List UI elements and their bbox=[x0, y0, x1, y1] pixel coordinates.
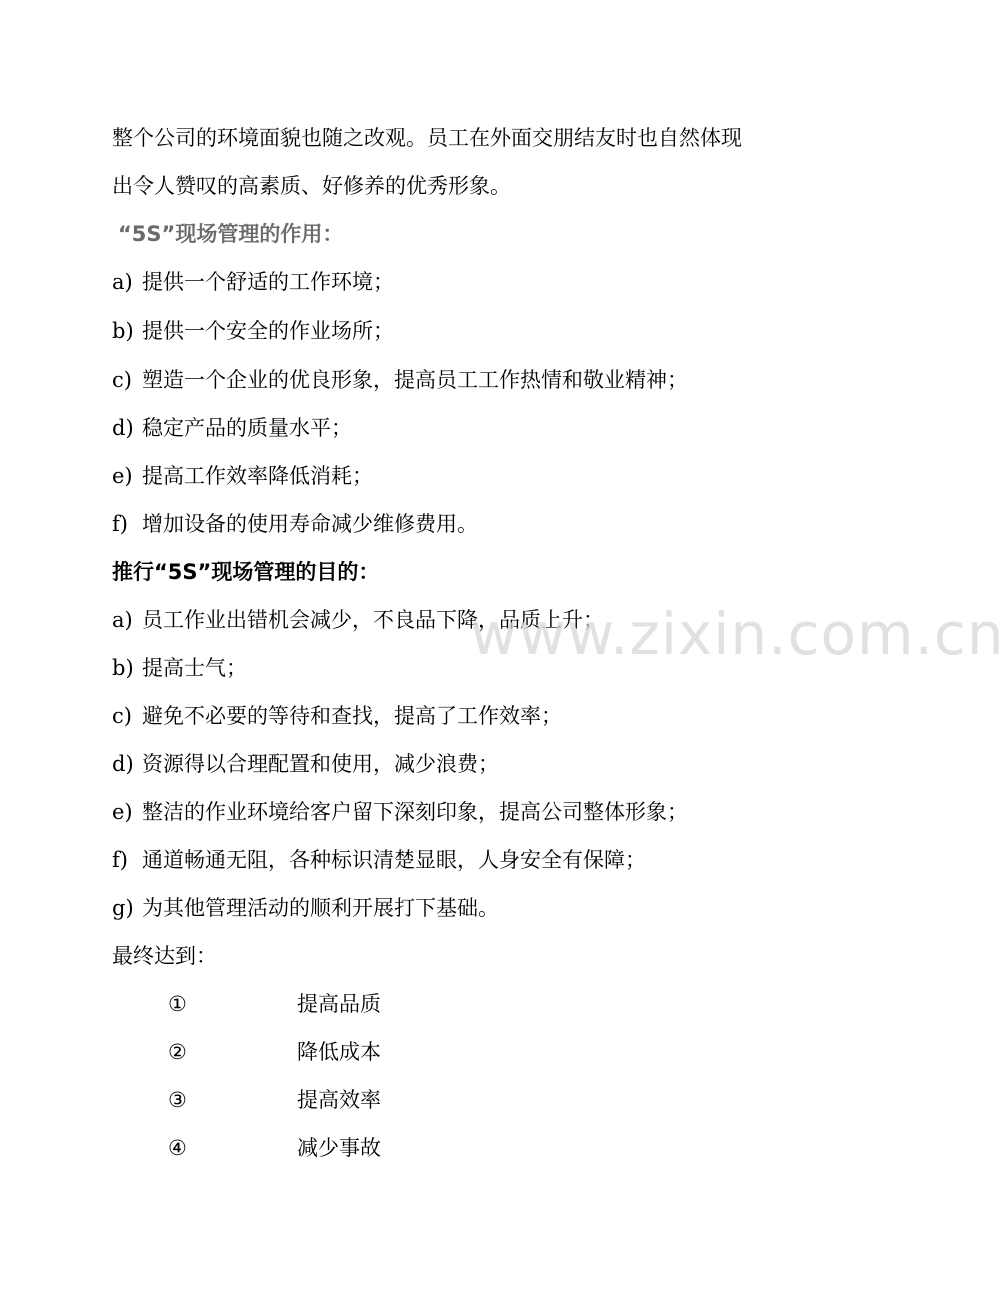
list-item-text: 通道畅通无阻，各种标识清楚显眼，人身安全有保障； bbox=[142, 848, 646, 872]
final-label: 最终达到： bbox=[112, 944, 217, 968]
list-marker: e) bbox=[112, 464, 133, 488]
goal-number: ③ bbox=[168, 1088, 187, 1112]
list-marker: d) bbox=[112, 416, 134, 440]
list-item-text: 增加设备的使用寿命减少维修费用。 bbox=[142, 512, 478, 536]
list-item bbox=[112, 268, 394, 296]
list-item bbox=[112, 798, 688, 826]
goal-text: 提高效率 bbox=[297, 1088, 381, 1112]
goal-item bbox=[0, 1086, 920, 1114]
goal-item bbox=[0, 990, 920, 1018]
list-marker: d) bbox=[112, 752, 134, 776]
list-item-text: 为其他管理活动的顺利开展打下基础。 bbox=[142, 896, 499, 920]
list-item-text: 提供一个舒适的工作环境； bbox=[142, 270, 394, 294]
list-item bbox=[112, 894, 499, 922]
goal-item bbox=[0, 1134, 920, 1162]
list-item-text: 提供一个安全的作业场所； bbox=[142, 319, 394, 343]
list-item bbox=[112, 702, 562, 730]
list-item-text: 避免不必要的等待和查找，提高了工作效率； bbox=[142, 704, 562, 728]
list-item-text: 整洁的作业环境给客户留下深刻印象，提高公司整体形象； bbox=[142, 800, 688, 824]
goal-text: 减少事故 bbox=[297, 1136, 381, 1160]
list-item bbox=[112, 414, 352, 442]
list-marker: f) bbox=[112, 512, 128, 536]
list-marker: e) bbox=[112, 800, 133, 824]
list-marker: f) bbox=[112, 848, 128, 872]
list-marker: a) bbox=[112, 608, 133, 632]
list-marker: b) bbox=[112, 319, 134, 343]
list-item-text: 塑造一个企业的优良形象，提高员工工作热情和敬业精神； bbox=[142, 368, 688, 392]
list-marker: c) bbox=[112, 368, 132, 392]
list-item bbox=[112, 510, 478, 538]
list-marker: b) bbox=[112, 656, 134, 680]
list-item bbox=[112, 654, 247, 682]
list-item-text: 资源得以合理配置和使用，减少浪费； bbox=[142, 752, 499, 776]
goal-number: ② bbox=[168, 1040, 187, 1064]
list-item bbox=[112, 317, 394, 345]
list-marker: g) bbox=[112, 896, 134, 920]
goal-number: ① bbox=[168, 992, 187, 1016]
intro-line-2: 出令人赞叹的高素质、好修养的优秀形象。 bbox=[112, 174, 511, 198]
list-item bbox=[112, 750, 499, 778]
section-heading-role: “5S”现场管理的作用： bbox=[118, 222, 344, 246]
list-item-text: 提高工作效率降低消耗； bbox=[142, 464, 373, 488]
list-item-text: 提高士气； bbox=[142, 656, 247, 680]
goal-text: 提高品质 bbox=[297, 992, 381, 1016]
list-item-text: 稳定产品的质量水平； bbox=[142, 416, 352, 440]
list-marker: a) bbox=[112, 270, 133, 294]
section-heading-purpose: 推行“5S”现场管理的目的： bbox=[112, 560, 380, 584]
list-item bbox=[112, 846, 646, 874]
list-item bbox=[112, 366, 688, 394]
list-marker: c) bbox=[112, 704, 132, 728]
goal-number: ④ bbox=[168, 1136, 187, 1160]
watermark: www.zixin.com.cn bbox=[470, 600, 1005, 668]
goal-item bbox=[0, 1038, 920, 1066]
intro-line-1: 整个公司的环境面貌也随之改观。员工在外面交朋结友时也自然体现 bbox=[112, 126, 742, 150]
goal-text: 降低成本 bbox=[297, 1040, 381, 1064]
list-item-text: 员工作业出错机会减少，不良品下降，品质上升； bbox=[142, 608, 604, 632]
list-item bbox=[112, 462, 373, 490]
